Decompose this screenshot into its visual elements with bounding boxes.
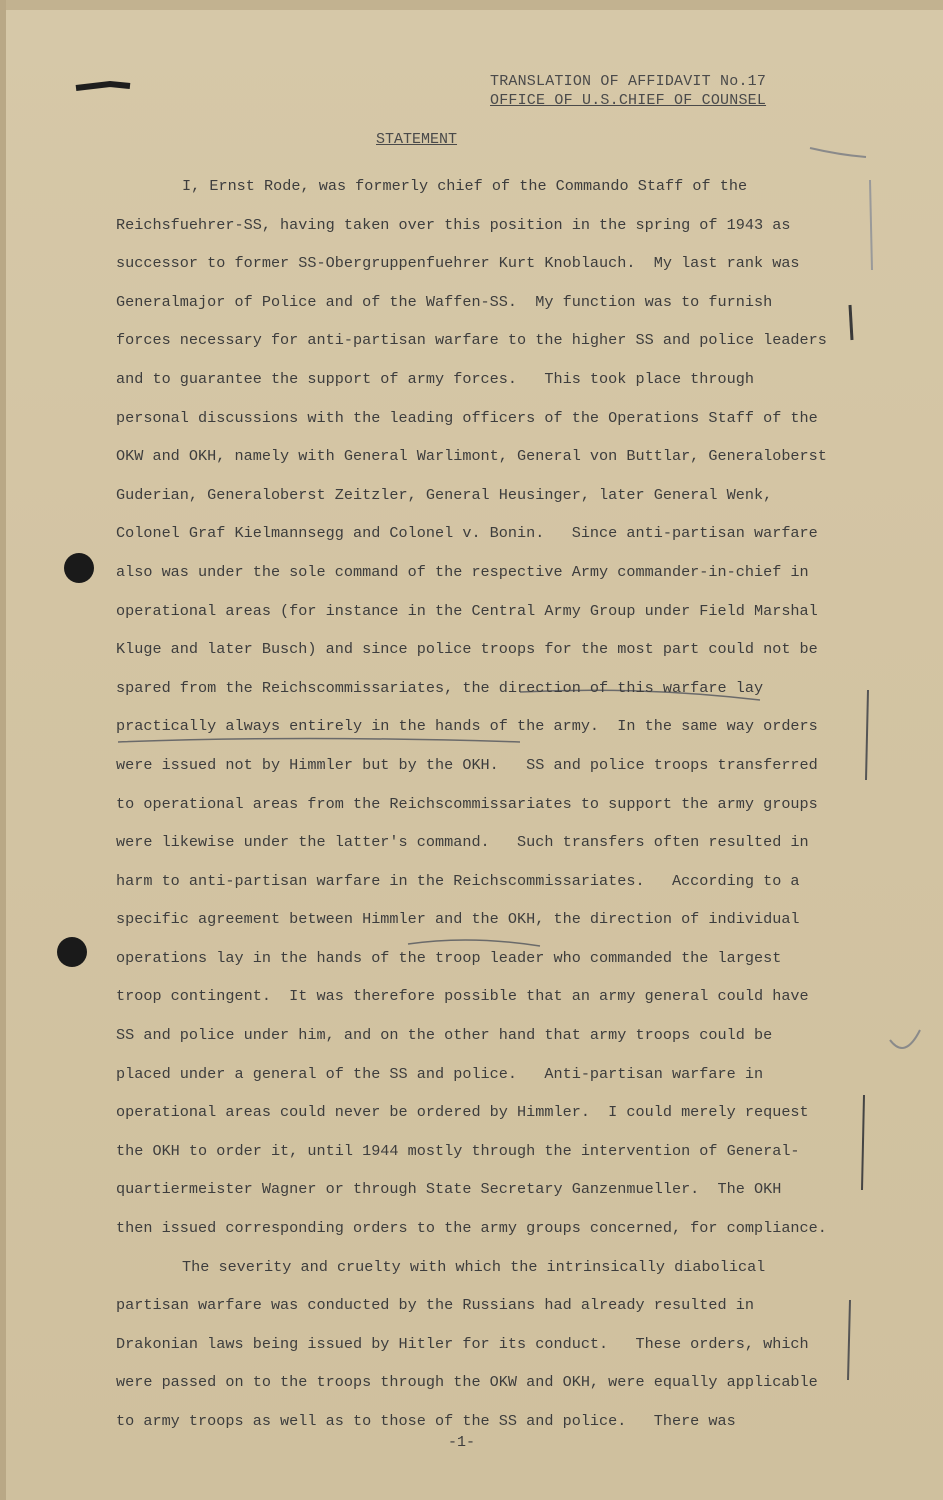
text-line: successor to former SS-Obergruppenfuehrer Kurt Knoblauch. My last rank was: [116, 254, 800, 273]
text-line: operations lay in the hands of the troop leader who commanded the largest: [116, 948, 782, 967]
text-line: Colonel Graf Kielmannsegg and Colonel v. Bonin. Since anti-partisan warfare: [116, 524, 818, 543]
pencil-squiggle: [890, 1030, 920, 1048]
text-line: the OKH to order it, until 1944 mostly through the intervention of General-: [116, 1141, 800, 1160]
text-line: then issued corresponding orders to the army groups concerned, for compliance.: [116, 1219, 827, 1238]
text-line: practically always entirely in the hands of the army. In the same way orders: [116, 717, 818, 736]
pencil-dash-top-right: [810, 148, 866, 157]
text-line: I, Ernst Rode, was formerly chief of the Commando Staff of the: [182, 177, 748, 195]
text-line: operational areas could never be ordered by Himmler. I could merely request: [116, 1103, 809, 1122]
text-line: forces necessary for anti-partisan warfare to the higher SS and police leaders: [116, 331, 827, 350]
text-line: personal discussions with the leading officers of the Operations Staff of the: [116, 408, 818, 427]
text-line: troop contingent. It was therefore possible that an army general could have: [116, 987, 809, 1006]
text-line: Drakonian laws being issued by Hitler for its conduct. These orders, which: [116, 1334, 809, 1353]
text-line: Reichsfuehrer-SS, having taken over this position in the spring of 1943 as: [116, 215, 791, 234]
text-line: partisan warfare was conducted by the Russians had already resulted in: [116, 1296, 754, 1315]
header-office: OFFICE OF U.S.CHIEF OF COUNSEL: [490, 92, 767, 109]
text-line: harm to anti-partisan warfare in the Reichscommissariates. According to a: [116, 871, 800, 890]
text-line: spared from the Reichscommissariates, the direction of this warfare lay: [116, 678, 764, 697]
header-affidavit-number: TRANSLATION OF AFFIDAVIT No.17: [490, 73, 767, 90]
text-line: Generalmajor of Police and of the Waffen-SS. My function was to furnish: [116, 292, 773, 311]
page-title: STATEMENT: [376, 131, 458, 148]
page-number: -1-: [448, 1434, 476, 1451]
text-line: were likewise under the latter's command. Such transfers often resulted in: [116, 833, 809, 852]
text-line: were passed on to the troops through the OKW and OKH, were equally applicable: [116, 1373, 818, 1392]
text-line: OKW and OKH, namely with General Warlimont, General von Buttlar, Generaloberst: [116, 447, 827, 466]
text-line: and to guarantee the support of army forces. This took place through: [116, 369, 754, 388]
text-line: placed under a general of the SS and police. Anti-partisan warfare in: [116, 1064, 764, 1083]
text-line: specific agreement between Himmler and the OKH, the direction of individual: [116, 910, 800, 929]
document-header: [490, 72, 766, 110]
text-line: were issued not by Himmler but by the OKH. SS and police troops transferred: [116, 755, 818, 774]
text-line: to army troops as well as to those of the SS and police. There was: [116, 1412, 736, 1430]
text-line: Guderian, Generaloberst Zeitzler, General Heusinger, later General Wenk,: [116, 485, 773, 504]
text-line: also was under the sole command of the respective Army commander-in-chief in: [116, 562, 809, 581]
text-line: operational areas (for instance in the Central Army Group under Field Marshal: [116, 601, 818, 620]
text-line: The severity and cruelty with which the intrinsically diabolical: [182, 1257, 766, 1276]
ink-mark-top-left: [76, 84, 130, 88]
text-line: SS and police under him, and on the other hand that army troops could be: [116, 1026, 773, 1045]
text-line: Kluge and later Busch) and since police troops for the most part could not be: [116, 640, 818, 659]
text-line: to operational areas from the Reichscommissariates to support the army groups: [116, 794, 818, 813]
text-line: quartiermeister Wagner or through State Secretary Ganzenmueller. The OKH: [116, 1180, 782, 1199]
statement-body: [116, 167, 876, 1441]
